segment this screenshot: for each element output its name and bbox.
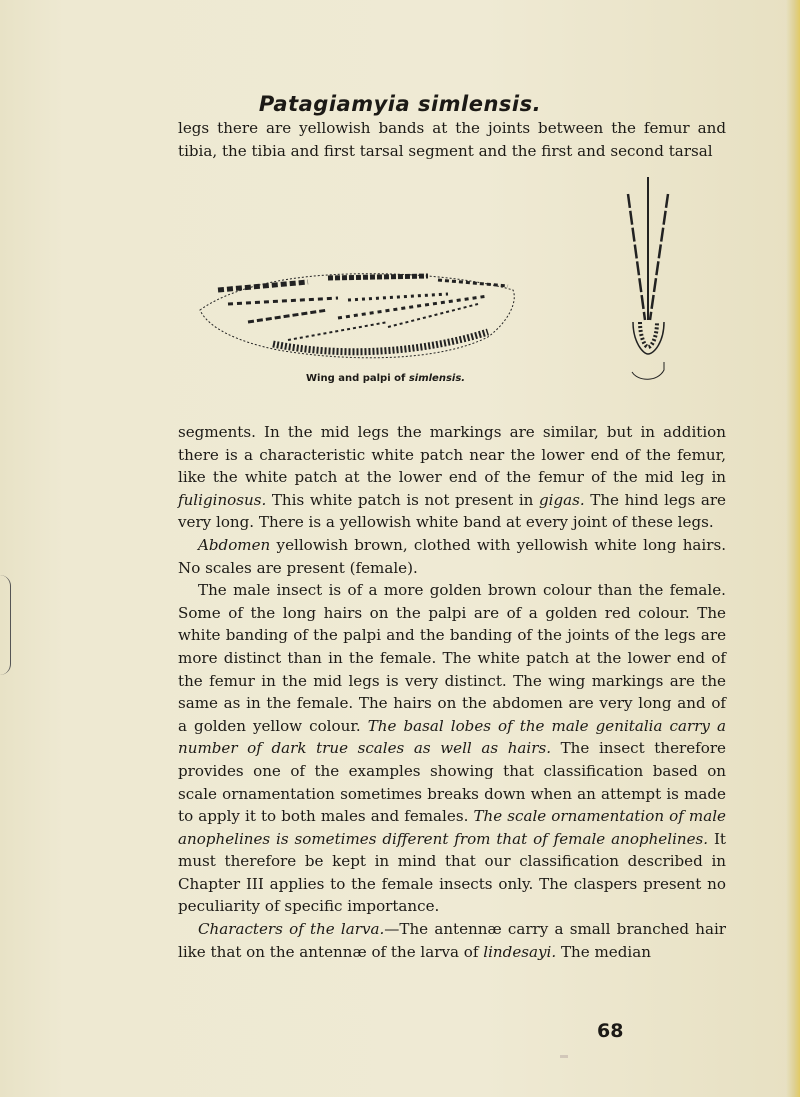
paragraph-1: segments. In the mid legs the markings are similar, but in addition there is a characteristic white patch near the lower end of the femur, like the white patch at the lower end of the femur of the mid leg in fuliginosus. This white patch is not present in gigas. The hind legs are very long. There is a yellowish white band at every joint of these legs. (178, 423, 726, 532)
wing-illustration (200, 274, 514, 358)
paragraph-top: legs there are yellowish bands at the joints between the femur and tibia, the tibia and first tarsal segment and the first and second tarsal (178, 119, 726, 160)
page-number: 68 (597, 1020, 624, 1042)
main-text (178, 421, 726, 963)
page-edge-shadow (786, 0, 800, 1097)
page-smudge (560, 1055, 568, 1058)
running-title: Patagiamyia simlensis. (258, 92, 542, 116)
paragraph-3: The male insect is of a more golden brown colour than the female. Some of the long hairs on the palpi are of a golden red colour. The white banding of the palpi and the banding of the joints of the legs are more distinct than in the female. The white patch at the lower end of the femur in the mid legs is very distinct. The wing markings are the same as in the female. The hairs on the abdomen are very long and of a golden yellow colour. The basal lobes of the male genitalia carry a number of dark true scales as well as hairs. The insect therefore provides one of the examples showing that classification based on scale ornamentation sometimes breaks down when an attempt is made to apply it to both males and females. The scale ornamentation of male anophelines is sometimes different from that of female anophelines. It must therefore be kept in mind that our classification described in Chapter III applies to the female insects only. The claspers present no peculiarity of specific importance. (178, 581, 727, 916)
figure-caption: Wing and palpi of simlensis. (306, 373, 466, 384)
paragraph-4: Characters of the larva.—The antennæ carry a small branched hair like that on the antennæ of the larva of lindesayi. The median (178, 920, 726, 961)
palpi-illustration (628, 177, 668, 379)
paragraph-2: Abdomen yellowish brown, clothed with yellowish white long hairs. No scales are present (female). (178, 535, 726, 577)
wing-and-palpi-figure (188, 172, 728, 387)
page-margin-mark (0, 575, 11, 675)
